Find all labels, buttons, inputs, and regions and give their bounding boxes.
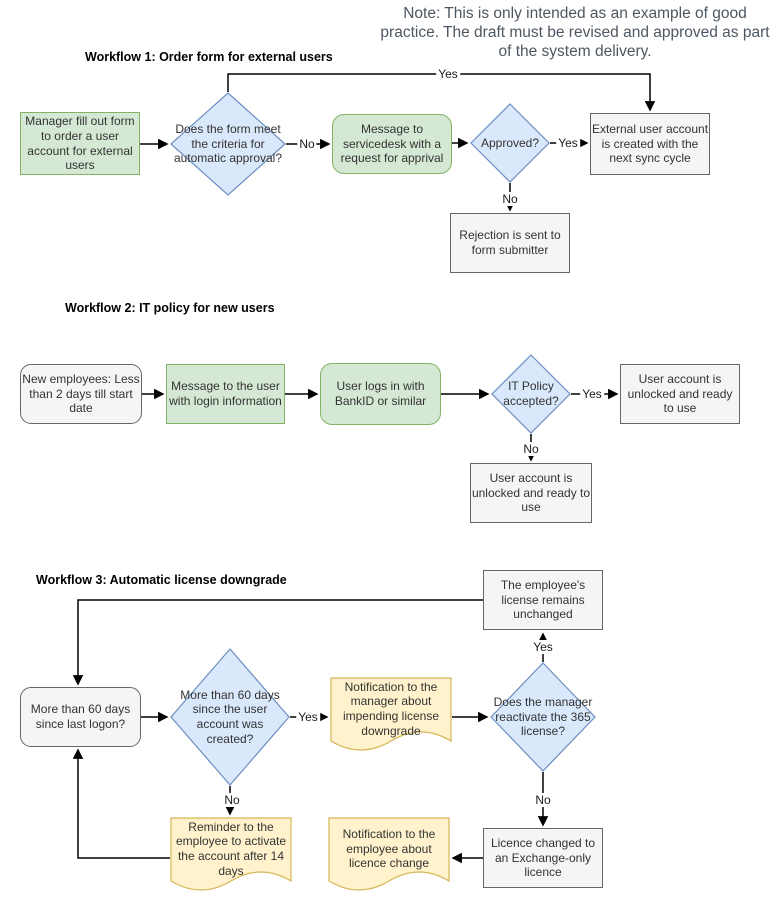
wf1-node-manager-form-label: Manager fill out form to order a user account for external users	[25, 114, 135, 173]
wf3-node-licence-changed-label: Licence changed to an Exchange-only licence	[490, 836, 596, 880]
wf3-decision-account-age-label: More than 60 days since the user account was created?	[180, 687, 280, 746]
wf1-node-account-created-label: External user account is created with the next sync cycle	[591, 122, 709, 166]
wf3-decision-reactivate-label: Does the manager reactivate the 365 license?	[493, 695, 593, 739]
wf1-node-manager-form	[20, 112, 140, 175]
wf2-node-new-employees-label: New employees: Less than 2 days till start date	[22, 372, 140, 416]
wf1-decision-approved	[470, 103, 550, 183]
disclaimer-note: Note: This is only intended as an example of good practice. The draft must be revised and approved as part of the system delivery.	[380, 5, 770, 61]
wf3-yes-mid-label: Yes	[298, 710, 318, 724]
wf3-decision-account-age	[170, 648, 290, 786]
wf3-decision-reactivate	[490, 662, 596, 772]
wf2-decision-policy-label: IT Policy accepted?	[503, 379, 559, 408]
wf2-node-account-ready-no	[470, 463, 592, 523]
wf1-node-rejection	[450, 213, 570, 273]
wf3-doc-employee-notification-label: Notification to the employee about licence change	[342, 827, 436, 871]
wf1-node-account-created	[590, 113, 710, 175]
wf3-yes-up-label: Yes	[533, 640, 553, 654]
wf1-no-down-label: No	[502, 192, 518, 206]
wf2-yes-label: Yes	[582, 387, 602, 401]
wf3-doc-manager-notification	[330, 677, 452, 757]
wf1-node-rejection-label: Rejection is sent to form submitter	[459, 228, 561, 257]
wf2-node-bankid-login-label: User logs in with BankID or similar	[334, 379, 427, 408]
wf1-node-servicedesk-message	[332, 114, 452, 174]
wf3-doc-manager-notification-label: Notification to the manager about impending license downgrade	[342, 679, 440, 738]
wf3-node-licence-changed	[483, 828, 603, 888]
workflow2-title: Workflow 2: IT policy for new users	[65, 301, 275, 315]
wf1-no-mid-label: No	[299, 137, 315, 151]
wf2-no-label: No	[523, 442, 539, 456]
wf2-node-account-ready-no-label: User account is unlocked and ready to use	[471, 471, 591, 515]
wf1-decision-approved-label: Approved?	[480, 135, 540, 150]
wf3-no-left-label: No	[224, 793, 240, 807]
wf3-doc-employee-notification	[328, 817, 450, 897]
wf3-node-license-unchanged	[483, 570, 603, 630]
wf3-doc-reminder	[170, 817, 292, 897]
workflow1-title: Workflow 1: Order form for external users	[85, 50, 333, 64]
wf2-node-bankid-login	[320, 363, 441, 425]
wf1-node-servicedesk-message-label: Message to servicedesk with a request for apprival	[340, 122, 444, 166]
wf1-yes-right-label: Yes	[558, 136, 578, 150]
wf1-decision-criteria-label: Does the form meet the criteria for automatic approval?	[173, 122, 283, 166]
wf1-decision-criteria	[170, 92, 286, 196]
wf2-node-login-message	[166, 364, 285, 424]
wf3-doc-reminder-label: Reminder to the employee to activate the account after 14 days	[175, 819, 287, 878]
wf3-node-license-unchanged-label: The employee's license remains unchanged	[500, 578, 586, 622]
wf3-node-last-logon	[20, 687, 141, 747]
wf2-node-account-ready-yes	[620, 364, 740, 424]
wf3-node-last-logon-label: More than 60 days since last logon?	[30, 702, 131, 731]
wf2-decision-policy	[491, 354, 571, 434]
wf2-node-new-employees	[20, 364, 142, 424]
workflow3-title: Workflow 3: Automatic license downgrade	[36, 573, 287, 587]
wf2-node-account-ready-yes-label: User account is unlocked and ready to use	[627, 372, 733, 416]
wf2-node-login-message-label: Message to the user with login information	[169, 379, 282, 408]
wf3-no-right-label: No	[535, 793, 551, 807]
wf1-yes-top-label: Yes	[438, 67, 458, 81]
